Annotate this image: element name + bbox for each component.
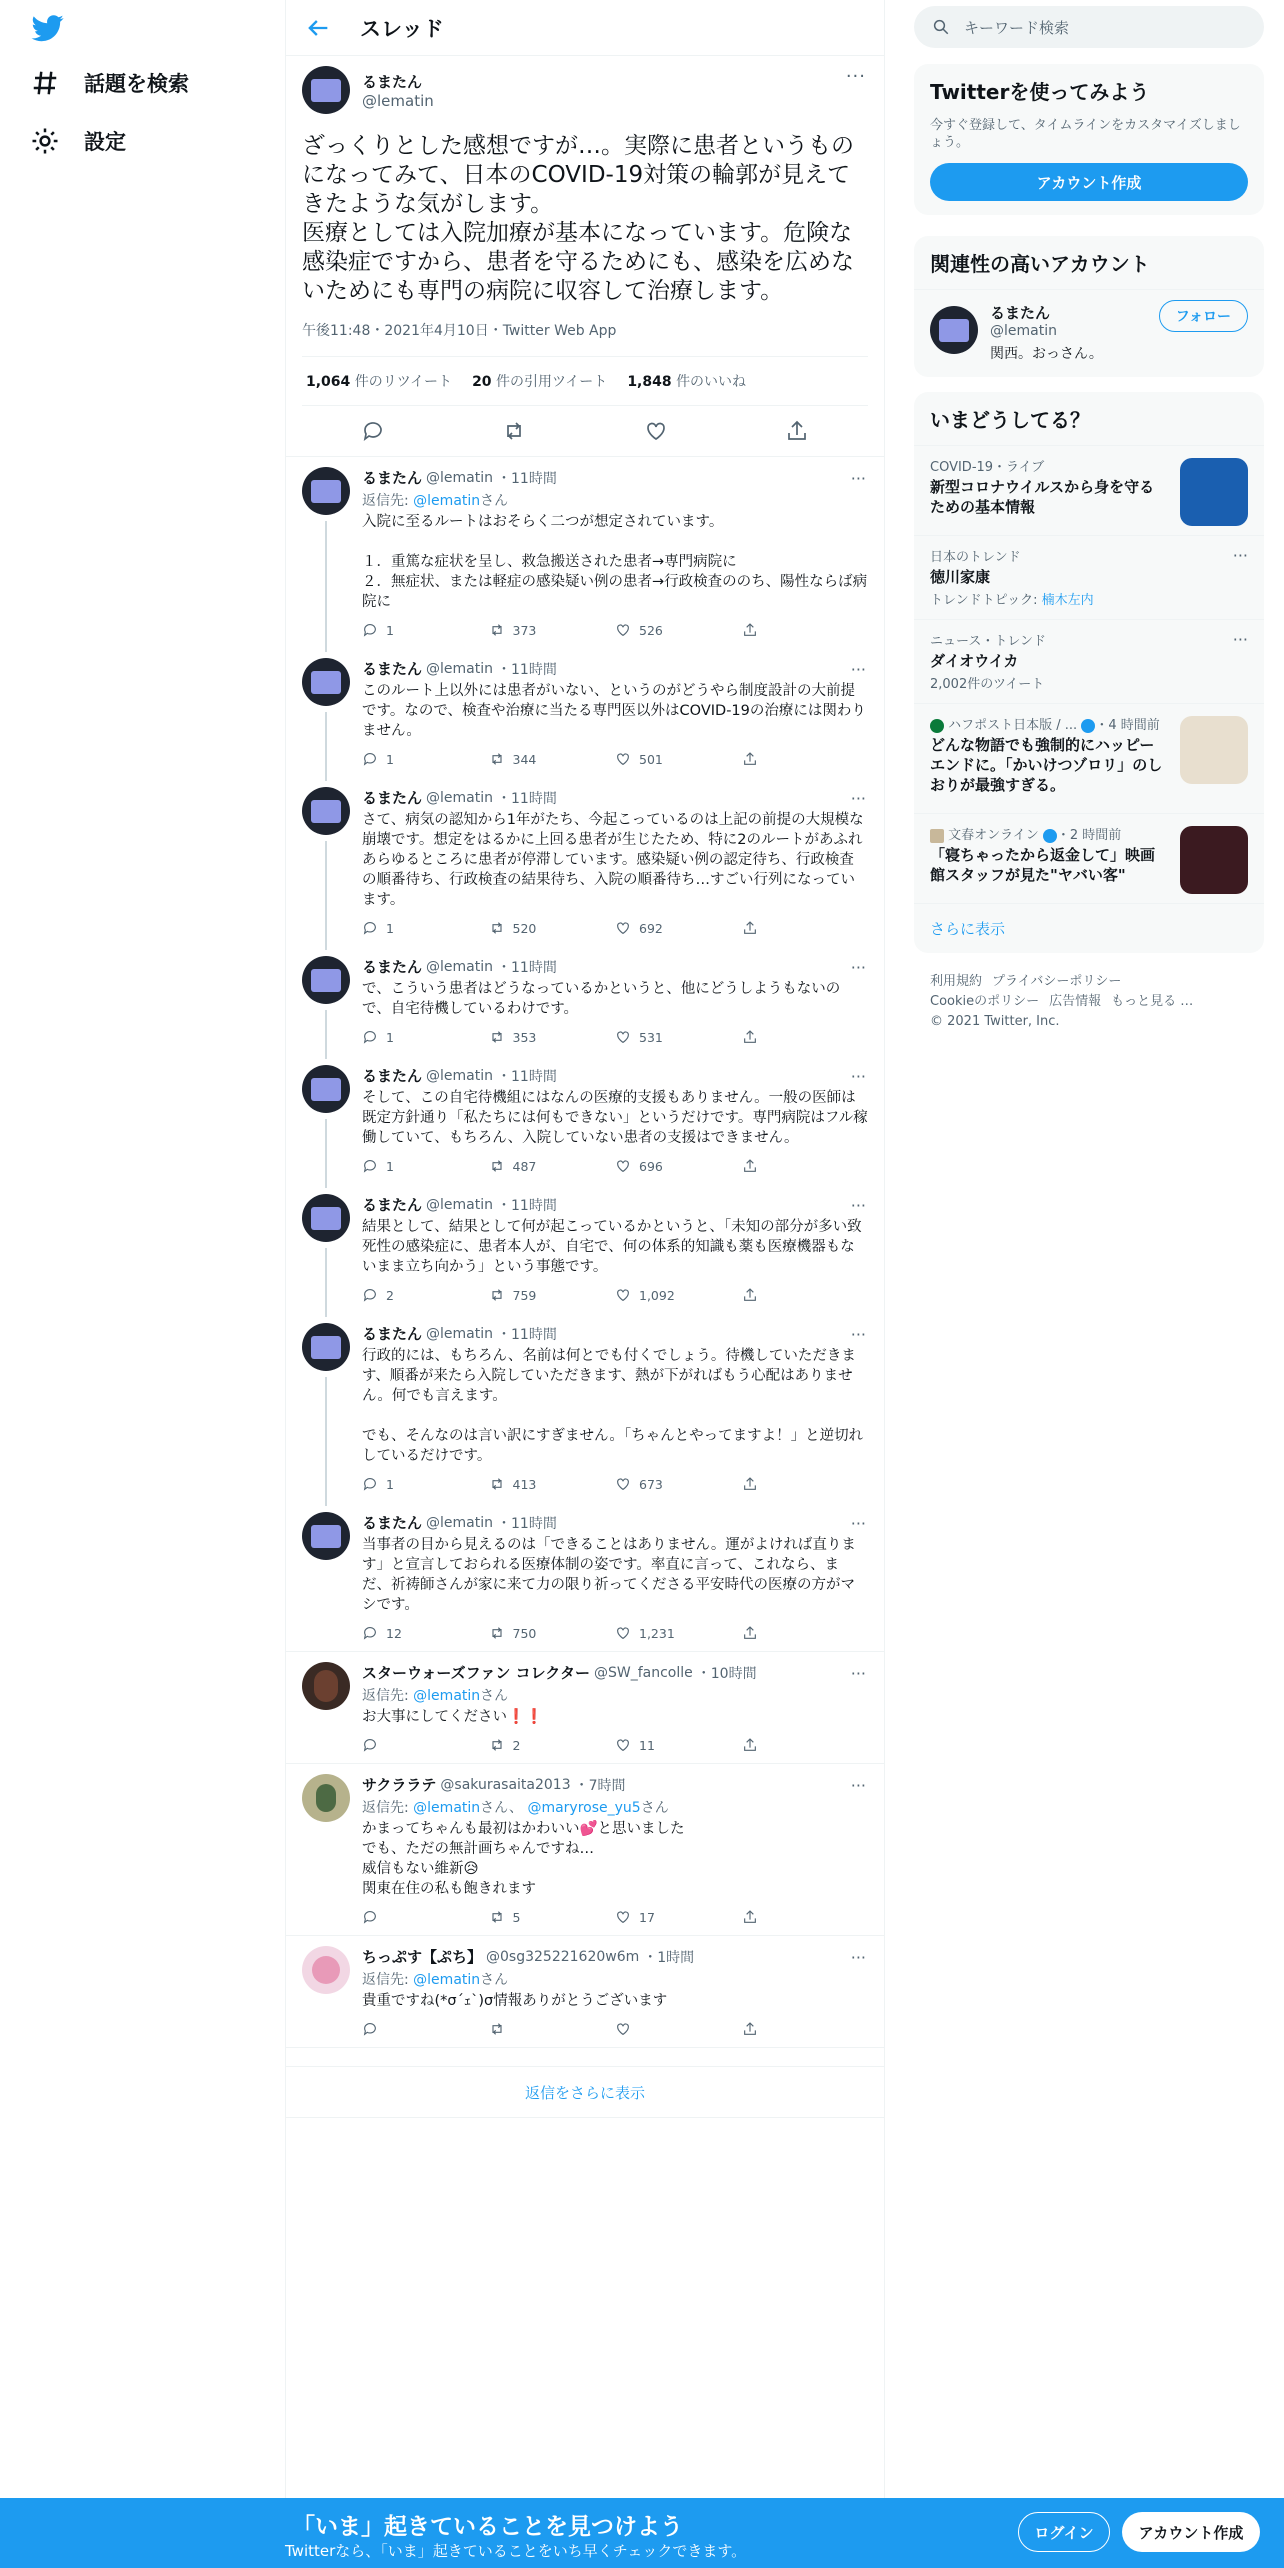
avatar[interactable] — [302, 66, 350, 114]
retweet-button[interactable] — [489, 1476, 616, 1492]
share-icon — [742, 1737, 758, 1753]
retweet-button[interactable] — [489, 1625, 616, 1641]
login-button[interactable]: ログイン — [1018, 2512, 1110, 2552]
tweet-actions — [362, 1737, 868, 1753]
retweet-count: 520 — [512, 920, 537, 936]
share-button[interactable] — [742, 1625, 869, 1641]
author-handle[interactable]: @lematin — [426, 958, 493, 975]
more-options-icon[interactable]: ··· — [850, 660, 866, 679]
like-count: 696 — [639, 1158, 663, 1174]
like-count: 531 — [639, 1029, 663, 1045]
share-button[interactable] — [742, 751, 869, 767]
retweet-icon — [489, 622, 505, 638]
retweet-count: 750 — [512, 1625, 537, 1641]
reply-icon — [362, 751, 378, 767]
footer-link[interactable]: 広告情報 — [1049, 994, 1102, 1009]
retweet-count: 413 — [512, 1476, 537, 1492]
like-count: 673 — [639, 1476, 663, 1492]
reply-tweet[interactable] — [286, 946, 884, 1055]
author-name[interactable]: るまたん — [362, 1325, 423, 1343]
reply-to-line: 返信先: @lematinさん — [362, 1972, 509, 1988]
thread-line — [325, 1119, 327, 1188]
retweet-button[interactable] — [489, 2021, 616, 2037]
like-count: 17 — [639, 1909, 655, 1925]
share-icon — [742, 1476, 758, 1492]
like-icon — [615, 2021, 631, 2037]
retweet-icon — [489, 920, 505, 936]
trend-thumbnail — [1180, 716, 1248, 784]
tweet-time[interactable]: ・11時間 — [497, 959, 557, 976]
author-handle[interactable]: @lematin — [426, 1067, 493, 1084]
more-options-icon[interactable]: ··· — [850, 789, 866, 808]
author-handle[interactable]: @SW_fancolle — [593, 1664, 693, 1681]
like-icon — [615, 1625, 631, 1641]
related-account[interactable] — [914, 289, 1264, 377]
thread-line — [325, 1377, 327, 1506]
more-options-icon[interactable]: ··· — [850, 1948, 866, 1967]
share-icon — [742, 2021, 758, 2037]
like-button[interactable] — [615, 1287, 742, 1303]
verified-icon — [1081, 719, 1095, 733]
reply-tweet[interactable] — [286, 1055, 884, 1184]
reply-icon — [362, 622, 378, 638]
retweet-button[interactable] — [489, 1909, 616, 1925]
author-name[interactable]: るまたん — [362, 1067, 423, 1085]
reply-tweet[interactable] — [286, 1313, 884, 1502]
avatar[interactable] — [302, 1774, 350, 1822]
more-options-icon[interactable]: ··· — [850, 958, 866, 977]
tweet-text: 結果として、結果として何が起こっているかというと、「未知の部分が多い致死性の感染症に、患者本人が、自宅で、何の体系的知識も薬も医療機器もないまま立ち向かう」という事態です。 — [362, 1219, 862, 1275]
share-icon[interactable] — [785, 419, 809, 443]
show-more-trends[interactable]: さらに表示 — [914, 903, 1264, 953]
retweet-icon — [489, 1029, 505, 1045]
avatar[interactable] — [302, 1065, 350, 1113]
reply-tweet[interactable] — [286, 1764, 884, 1936]
avatar[interactable] — [302, 787, 350, 835]
reply-icon — [362, 920, 378, 936]
related-bio: 関西。おっさん。 — [990, 346, 1103, 362]
reply-count: 2 — [386, 1287, 394, 1303]
reply-button[interactable] — [362, 1287, 489, 1303]
retweet-icon — [489, 1737, 505, 1753]
more-options-icon[interactable]: ··· — [1232, 630, 1248, 649]
more-options-icon[interactable]: ··· — [850, 1067, 866, 1086]
trend-item[interactable]: 文春オンライン ・2 時間前 「寝ちゃったから返金して」映画館スタッフが見た"ヤバい客" — [914, 813, 1264, 903]
nav-settings-label: 設定 — [84, 130, 126, 154]
share-button[interactable] — [742, 1287, 869, 1303]
like-button[interactable] — [615, 1158, 742, 1174]
like-button[interactable] — [615, 1029, 742, 1045]
reply-count: 1 — [386, 751, 394, 767]
author-handle[interactable]: @lematin — [426, 1325, 493, 1342]
trend-item[interactable]: COVID-19・ライブ 新型コロナウイルスから身を守るための基本情報 — [914, 445, 1264, 535]
like-icon — [615, 622, 631, 638]
like-icon — [615, 1029, 631, 1045]
reply-icon[interactable] — [361, 419, 385, 443]
like-icon — [615, 1737, 631, 1753]
share-icon — [742, 1625, 758, 1641]
retweet-button[interactable] — [489, 1158, 616, 1174]
tweet-text: 入院に至るルートはおそらく二つが想定されています。 １．重篤な症状を呈し、救急搬送された患者→専門病院に ２．無症状、または軽症の感染疑い例の患者→行政検査ののち、陽性ならば病院に — [362, 514, 868, 610]
reply-to-line: 返信先: @lematinさん、 @maryrose_yu5さん — [362, 1800, 669, 1816]
reply-icon — [362, 1625, 378, 1641]
tweet-time[interactable]: ・11時間 — [497, 470, 557, 487]
main-column — [285, 0, 885, 2500]
reply-tweet[interactable] — [286, 648, 884, 777]
like-button[interactable] — [615, 751, 742, 767]
left-navigation — [0, 0, 285, 2568]
author-name[interactable]: るまたん — [362, 1514, 423, 1532]
avatar[interactable] — [302, 658, 350, 706]
like-icon — [615, 1158, 631, 1174]
search-icon — [932, 18, 950, 36]
retweet-count: 344 — [512, 751, 537, 767]
author-handle[interactable]: @lematin — [426, 1196, 493, 1213]
share-icon — [742, 1158, 758, 1174]
retweet-icon — [489, 1158, 505, 1174]
footer-link[interactable]: Cookieのポリシー — [930, 994, 1040, 1009]
share-icon — [742, 751, 758, 767]
reply-count: 1 — [386, 622, 394, 638]
author-name[interactable]: ちっぷす【ぷち】 — [362, 1948, 483, 1966]
reply-tweet[interactable] — [286, 457, 884, 648]
retweet-icon — [489, 1476, 505, 1492]
related-handle[interactable]: @lematin — [990, 323, 1057, 339]
reply-button[interactable] — [362, 920, 489, 936]
tweet-time[interactable]: ・11時間 — [497, 1326, 557, 1343]
retweet-icon — [489, 1909, 505, 1925]
trend-item[interactable]: ニュース・トレンド ダイオウイカ 2,002件のツイート ··· — [914, 619, 1264, 703]
tweet-actions — [362, 1287, 868, 1303]
nav-explore-label: 話題を検索 — [84, 72, 189, 96]
share-icon — [742, 622, 758, 638]
reply-count: 12 — [386, 1625, 402, 1641]
author-name[interactable]: スターウォーズファン コレクター — [362, 1664, 590, 1682]
share-button[interactable] — [742, 622, 869, 638]
footer-link[interactable]: プライバシーポリシー — [992, 974, 1122, 989]
author-handle[interactable]: @sakurasaita2013 — [440, 1776, 571, 1793]
author-handle[interactable]: @lematin — [426, 660, 493, 677]
page-title: スレッド — [360, 16, 444, 41]
follow-button[interactable]: フォロー — [1159, 300, 1248, 332]
trends-title: いまどうしてる？ — [930, 408, 1090, 432]
more-options-icon[interactable]: ··· — [850, 1514, 866, 1533]
mention-link[interactable]: @maryrose_yu5 — [527, 1800, 641, 1816]
like-icon[interactable] — [644, 419, 668, 443]
retweet-icon — [489, 2021, 505, 2037]
tweet-actions — [362, 1476, 868, 1492]
author-name[interactable]: るまたん — [362, 1196, 423, 1214]
like-count: 1,231 — [639, 1625, 675, 1641]
more-options-icon[interactable]: ··· — [850, 1196, 866, 1215]
author-handle[interactable]: @lematin — [362, 91, 434, 110]
share-button[interactable] — [742, 1158, 869, 1174]
avatar[interactable] — [302, 1512, 350, 1560]
reply-tweet[interactable] — [286, 777, 884, 946]
bottom-bar-subtitle: Twitterなら、「いま」起きていることをいち早くチェックできます。 — [285, 2542, 747, 2560]
author-name[interactable]: るまたん — [362, 660, 423, 678]
retweet-button[interactable] — [489, 1287, 616, 1303]
mention-link[interactable]: @lematin — [413, 1800, 481, 1816]
author-handle[interactable]: @lematin — [426, 1514, 493, 1531]
tweet-time[interactable]: ・11時間 — [497, 1197, 557, 1214]
mention-link[interactable]: @lematin — [413, 1972, 481, 1988]
tweet-time[interactable]: ・11時間 — [497, 661, 557, 678]
like-icon — [615, 920, 631, 936]
tweet-timestamp[interactable]: 午後11:48・2021年4月10日・Twitter Web App — [302, 320, 868, 357]
tweet-text: さて、病気の認知から1年がたち、今起こっているのは上記の前提の大規模な崩壊です。想定をはるかに上回る患者が生じたため、特に2のルートがあふれあらゆるところに患者が停滞しています。感染疑い例の認定待ち、行政検査の順番待ち、行政検査の結果待ち、入院の順番待ち…すごい行列になっています。 — [362, 812, 864, 908]
reply-button[interactable] — [362, 1737, 489, 1753]
signup-subtitle: 今すぐ登録して、タイムラインをカスタマイズしましょう。 — [930, 118, 1241, 150]
like-count: 11 — [639, 1737, 655, 1753]
tweet-actions — [362, 751, 868, 767]
reply-to-line: 返信先: @lematinさん — [362, 493, 509, 509]
bottom-signup-bar — [0, 2498, 1284, 2568]
reply-count: 1 — [386, 1029, 394, 1045]
retweet-count: 487 — [512, 1158, 537, 1174]
tweet-actions — [362, 2021, 868, 2037]
reply-button[interactable] — [362, 622, 489, 638]
tweet-time[interactable]: ・7時間 — [574, 1777, 626, 1794]
create-account-button[interactable]: アカウント作成 — [930, 163, 1248, 201]
reply-count: 1 — [386, 920, 394, 936]
avatar[interactable] — [302, 1662, 350, 1710]
reply-icon — [362, 1029, 378, 1045]
reply-icon — [362, 1909, 378, 1925]
retweets-stat[interactable]: 1,064 件のリツイート — [306, 374, 453, 390]
tweet-text: 当事者の目から見えるのは「できることはありません。運がよければ直ります」と宣言しておられる医療体制の姿です。率直に言って、これなら、まだ、祈祷師さんが家に来て力の限り祈ってくださる平安時代の医療の方がマシです。 — [362, 1537, 856, 1613]
tweet-actions — [302, 406, 868, 456]
tweet-text: 貴重ですね(*σ´ｪ`)σ情報ありがとうございます — [362, 1993, 668, 2009]
reply-icon — [362, 1476, 378, 1492]
author-name[interactable]: るまたん — [362, 958, 423, 976]
retweet-icon — [489, 751, 505, 767]
tweet-time[interactable]: ・11時間 — [497, 790, 557, 807]
share-button[interactable] — [742, 920, 869, 936]
like-count: 1,092 — [639, 1287, 675, 1303]
like-button[interactable] — [615, 1909, 742, 1925]
thread-line — [325, 521, 327, 652]
more-options-icon[interactable]: ··· — [850, 469, 866, 488]
mention-link[interactable]: @lematin — [413, 493, 481, 509]
like-button[interactable] — [615, 1737, 742, 1753]
tweet-text: そして、この自宅待機組にはなんの医療的支援もありません。一般の医師は既定方針通り「私たちには何もできない」というだけです。専門病院はフル稼働していて、もちろん、入院していない患者の支援はできません。 — [362, 1090, 868, 1146]
avatar[interactable] — [302, 956, 350, 1004]
nav-settings[interactable] — [30, 126, 126, 156]
reply-tweet[interactable] — [286, 1652, 884, 1764]
retweet-count: 353 — [512, 1029, 537, 1045]
reply-count: 1 — [386, 1158, 394, 1174]
like-button[interactable] — [615, 2021, 742, 2037]
tweet-text: お大事にしてください❗❗ — [362, 1709, 544, 1725]
search-placeholder: キーワード検索 — [964, 18, 1070, 37]
reply-button[interactable] — [362, 1158, 489, 1174]
footer-link[interactable]: 利用規約 — [930, 974, 983, 989]
footer-links — [930, 972, 1250, 1032]
tweet-time[interactable]: ・10時間 — [696, 1665, 757, 1682]
trend-item[interactable]: ハフポスト日本版 / ... ・4 時間前 どんな物語でも強制的にハッピーエンドに。「かいけつゾロリ」のしおりが最強すぎる。 — [914, 703, 1264, 813]
like-button[interactable] — [615, 1625, 742, 1641]
mention-link[interactable]: @lematin — [413, 1688, 481, 1704]
reply-icon — [362, 1737, 378, 1753]
signup-card — [914, 64, 1264, 215]
author-name[interactable]: るまたん — [362, 469, 423, 487]
avatar[interactable] — [302, 467, 350, 515]
tweet-actions — [362, 622, 868, 638]
related-accounts-card — [914, 236, 1264, 377]
author-handle[interactable]: @0sg325221620w6m — [486, 1948, 640, 1965]
avatar[interactable] — [302, 1194, 350, 1242]
share-button[interactable] — [742, 2021, 869, 2037]
trends-card — [914, 392, 1264, 953]
focused-tweet — [286, 56, 884, 457]
share-icon — [742, 1287, 758, 1303]
retweet-icon — [489, 1625, 505, 1641]
like-button[interactable] — [615, 622, 742, 638]
retweet-button[interactable] — [489, 622, 616, 638]
tweet-text: このルート上以外には患者がいない、というのがどうやら制度設計の大前提です。なので、検査や治療に当たる専門医以外はCOVID-19の治療には関わりません。 — [362, 683, 866, 739]
avatar[interactable] — [930, 306, 978, 354]
tweet-text: 行政的には、もちろん、名前は何とでも付くでしょう。待機していただきます、順番が来たら入院していただきます、熱が下がればもう心配はありません。何でも言えます。 でも、そんなのは言い訳にすぎません。「ちゃんとやってますよ！」と逆切れしているだけです。 — [362, 1348, 864, 1464]
more-options-icon[interactable]: ··· — [1232, 546, 1248, 565]
reply-icon — [362, 2021, 378, 2037]
likes-stat[interactable]: 1,848 件のいいね — [627, 374, 747, 390]
trend-thumbnail — [1180, 826, 1248, 894]
reply-button[interactable] — [362, 751, 489, 767]
reply-tweet[interactable] — [286, 1502, 884, 1652]
tweet-time[interactable]: ・1時間 — [643, 1949, 695, 1966]
tweet-actions — [362, 1029, 868, 1045]
share-button[interactable] — [742, 1737, 869, 1753]
footer-link[interactable]: もっと見る … — [1111, 994, 1194, 1009]
retweet-icon — [489, 1287, 505, 1303]
like-count: 501 — [639, 751, 663, 767]
retweet-button[interactable] — [489, 751, 616, 767]
tweet-text: ざっくりとした感想ですが…。実際に患者というものになってみて、日本のCOVID-19対策の輪郭が見えてきたような気がします。 医療としては入院加療が基本になっています。危険な感染症ですから、患者を守るためにも、感染を広めないためにも専門の病院に収容して治療します。 — [302, 133, 854, 304]
reply-button[interactable] — [362, 1476, 489, 1492]
reply-tweet[interactable] — [286, 1184, 884, 1313]
author-name[interactable]: るまたん — [362, 789, 423, 807]
more-options-icon[interactable]: ··· — [845, 66, 866, 87]
share-icon — [742, 1909, 758, 1925]
tweet-actions — [362, 920, 868, 936]
share-icon — [742, 920, 758, 936]
tweet-actions — [362, 1909, 868, 1925]
thread-header — [286, 0, 884, 56]
tweet-time[interactable]: ・11時間 — [497, 1515, 557, 1532]
retweet-button[interactable] — [489, 1737, 616, 1753]
reply-button[interactable] — [362, 1909, 489, 1925]
author-handle[interactable]: @lematin — [426, 469, 493, 486]
show-more-replies-button[interactable]: 返信をさらに表示 — [286, 2066, 884, 2118]
verified-icon — [1043, 829, 1057, 843]
search-box[interactable] — [914, 6, 1264, 48]
related-name[interactable]: るまたん — [990, 304, 1051, 322]
twitter-logo-icon[interactable] — [30, 12, 66, 44]
retweet-button[interactable] — [489, 1029, 616, 1045]
retweet-count: 373 — [512, 622, 537, 638]
tweet-text: で、こういう患者はどうなっているかというと、他にどうしようもないので、自宅待機しているわけです。 — [362, 981, 841, 1017]
thread-line — [325, 1248, 327, 1317]
like-count: 692 — [639, 920, 663, 936]
retweet-button[interactable] — [489, 920, 616, 936]
tweet-stats — [302, 357, 868, 406]
tweet-actions — [362, 1625, 868, 1641]
trend-item[interactable]: 日本のトレンド 徳川家康 トレンドトピック: 楠木左内 ··· — [914, 535, 1264, 619]
related-title: 関連性の高いアカウント — [930, 252, 1150, 276]
more-options-icon[interactable]: ··· — [850, 1325, 866, 1344]
more-options-icon[interactable]: ··· — [850, 1776, 866, 1795]
nav-explore[interactable] — [30, 68, 189, 98]
more-options-icon[interactable]: ··· — [850, 1664, 866, 1683]
trend-thumbnail — [1180, 458, 1248, 526]
reply-icon — [362, 1158, 378, 1174]
retweet-count: 2 — [512, 1737, 521, 1753]
like-count: 526 — [639, 622, 663, 638]
tweet-actions — [362, 1158, 868, 1174]
author-name[interactable]: るまたん — [362, 72, 423, 91]
signup-title: Twitterを使ってみよう — [930, 80, 1150, 104]
replies-list — [286, 457, 884, 2048]
reply-button[interactable] — [362, 1625, 489, 1641]
reply-button[interactable] — [362, 1029, 489, 1045]
like-icon — [615, 751, 631, 767]
thread-line — [325, 1010, 327, 1059]
reply-count: 1 — [386, 1476, 394, 1492]
hashtag-icon — [30, 68, 60, 98]
author-handle[interactable]: @lematin — [426, 789, 493, 806]
like-button[interactable] — [615, 1476, 742, 1492]
copyright: © 2021 Twitter, Inc. — [930, 1014, 1060, 1029]
like-icon — [615, 1287, 631, 1303]
gear-icon — [30, 126, 60, 156]
tweet-time[interactable]: ・11時間 — [497, 1068, 557, 1085]
signup-button[interactable]: アカウント作成 — [1122, 2512, 1260, 2552]
back-arrow-icon[interactable] — [304, 14, 332, 42]
share-button[interactable] — [742, 1029, 869, 1045]
bottom-bar-title: 「いま」起きていることを見つけよう — [292, 2514, 683, 2540]
tweet-text: かまってちゃんも最初はかわいい💕と思いました でも、ただの無計画ちゃんですね… 威信もない維新😥 関東在住の私も飽きれます — [362, 1821, 685, 1897]
thread-line — [325, 841, 327, 950]
reply-to-line: 返信先: @lematinさん — [362, 1688, 509, 1704]
like-icon — [615, 1909, 631, 1925]
reply-tweet[interactable] — [286, 1936, 884, 2048]
share-icon — [742, 1029, 758, 1045]
like-button[interactable] — [615, 920, 742, 936]
thread-line — [325, 712, 327, 781]
retweet-count: 5 — [512, 1909, 521, 1925]
share-button[interactable] — [742, 1476, 869, 1492]
avatar[interactable] — [302, 1946, 350, 1994]
reply-icon — [362, 1287, 378, 1303]
author-name[interactable]: サクララテ — [362, 1776, 437, 1794]
retweet-count: 759 — [512, 1287, 537, 1303]
share-button[interactable] — [742, 1909, 869, 1925]
reply-button[interactable] — [362, 2021, 489, 2037]
like-icon — [615, 1476, 631, 1492]
avatar[interactable] — [302, 1323, 350, 1371]
quotes-stat[interactable]: 20 件の引用ツイート — [472, 374, 608, 390]
retweet-icon[interactable] — [502, 419, 526, 443]
